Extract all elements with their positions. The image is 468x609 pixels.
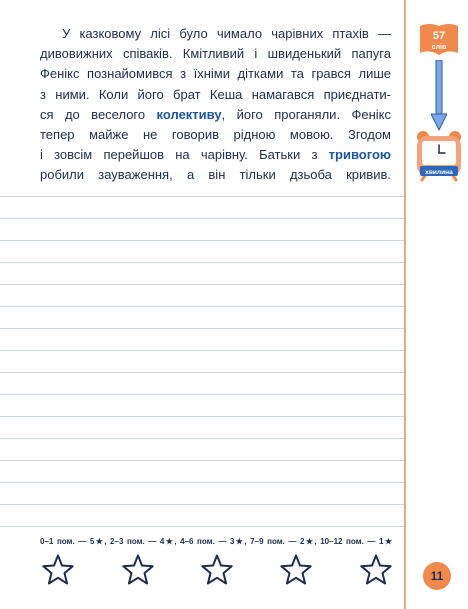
timer-label: хвилина [425,168,453,176]
page-number: 11 [423,562,451,590]
passage-line [40,105,391,125]
scoring-legend: 0–1 пом. — 5★, 2–3 пом. — 4★, 4–6 пом. — 3★, 7–9 пом. — 2★, 10–12 пом. — 1★ [40,537,392,546]
book-icon [418,22,460,58]
star-outline-icon [200,554,234,586]
word-count-unit: слів [431,44,447,51]
passage-line: Фенікс познайомився з їхніми дітками та грався лише [40,66,391,82]
star-outline-icon [279,554,313,586]
passage-text: і зовсім перейшов на чарівну. Батьки з [40,147,329,163]
key-word: колективу [156,106,222,122]
alarm-clock-icon [414,128,464,182]
passage-line: робили зауваження, а він тільки дзьоба кривив. [40,167,391,183]
star-outline-icon [359,554,393,586]
word-count-value: 57 [432,30,446,42]
arrow-down-icon [431,60,447,132]
passage-line: з ними. Коли його брат Кеша намагався приєднати- [40,86,391,102]
star-outline-icon [121,554,155,586]
passage-text: , його проганяли. Фенікс [221,106,391,122]
margin-line [404,0,406,609]
star-outline-icon [41,554,75,586]
passage-line: У казковому лісі було чимало чарівних птахів — [62,26,391,41]
passage-line: тепер майже не говорив рідною мовою. Згодом [40,126,391,142]
passage-line [40,145,391,165]
reading-passage [40,24,391,186]
passage-line: дивовижних співаків. Кмітливий і швиденький папуга [40,46,391,62]
key-word: тривогою [328,147,391,163]
passage-text: ся до веселого [40,106,157,122]
ruled-writing-area [0,196,404,527]
